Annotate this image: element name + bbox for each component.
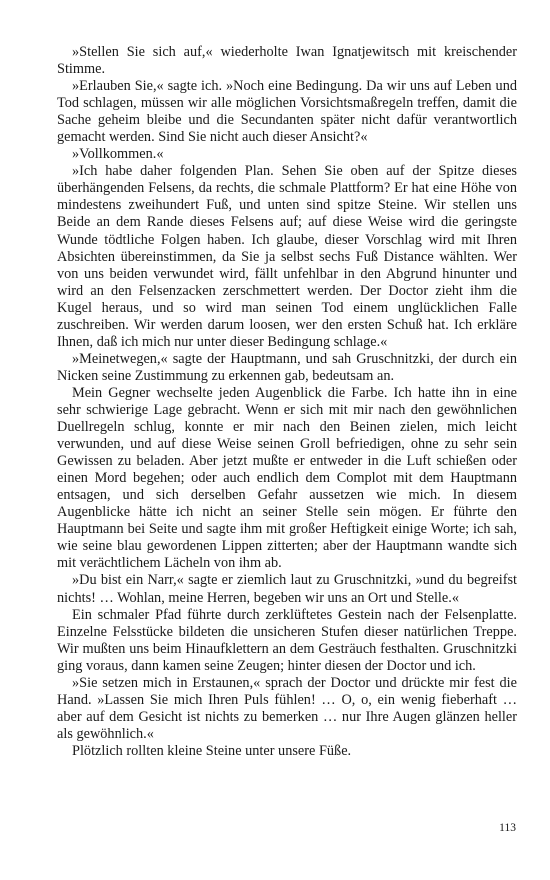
paragraph: »Erlauben Sie,« sagte ich. »Noch eine Bedingung. Da wir uns auf Leben und Tod schlagen, müssen wir alle möglichen Vorsichtsmaßregeln treffen, damit die Sache geheim bleibe und die Secundanten später nicht dafür verantwortlich gemacht werden. Sind Sie nicht auch dieser Ansicht?« xyxy=(57,78,517,146)
paragraph: »Stellen Sie sich auf,« wiederholte Iwan Ignatjewitsch mit kreischender Stimme. xyxy=(57,44,517,78)
paragraph: »Meinetwegen,« sagte der Hauptmann, und sah Gruschnitzki, der durch ein Nicken seine Zustimmung zu erkennen gab, bedeutsam an. xyxy=(57,350,517,384)
paragraph: Mein Gegner wechselte jeden Augenblick die Farbe. Ich hatte ihn in eine sehr schwierige Lage gebracht. Wenn er sich mit mir nach den gewöhnlichen Duellregeln schlug, konnte er mir nach den Beinen zielen, mich leicht verwunden, und auf diese Weise seinen Groll befriedigen, ohne zu sehr sein Gewissen zu beladen. Aber jetzt mußte er entweder in die Luft schießen oder einen Mord begehen; oder auch endlich dem Complot mit dem Hauptmann entsagen, und sich derselben Gefahr aussetzen wie mich. In diesem Augenblicke hätte ich nicht an seiner Stelle sein mögen. Er führte den Hauptmann bei Seite und sagte ihm mit großer Heftigkeit einige Worte; ich sah, wie seine blau gewordenen Lippen zitterten; aber der Hauptmann wandte sich mit verächtlichem Lächeln von ihm ab. xyxy=(57,384,517,572)
body-text xyxy=(57,44,517,760)
page-number: 113 xyxy=(499,822,516,834)
paragraph: »Ich habe daher folgenden Plan. Sehen Sie oben auf der Spitze dieses überhängenden Felsens, da rechts, die schmale Plattform? Er hat eine Höhe von mindestens zweihundert Fuß, und unten sind spitze Steine. Wir stellen uns Beide an dem Rande dieses Felsens auf; auf diese Weise wird die geringste Wunde tödtliche Folgen haben. Ich glaube, dieser Vorschlag wird mit Ihren Absichten übereinstimmen, da Sie ja selbst sechs Fuß Distance wählten. Wer von uns beiden verwundet wird, fällt unfehlbar in den Abgrund hinunter und wird an den Felsenzacken zerschmettert werden. Der Doctor zieht ihm die Kugel heraus, und so wird man seinen Tod einem unglücklichen Falle zuschreiben. Wir werden darum loosen, wer den ersten Schuß hat. Ich erkläre Ihnen, daß ich mich nur unter dieser Bedingung schlage.« xyxy=(57,163,517,350)
paragraph: »Vollkommen.« xyxy=(72,146,164,163)
paragraph: »Sie setzen mich in Erstaunen,« sprach der Doctor und drückte mir fest die Hand. »Lassen Sie mich Ihren Puls fühlen! … O, o, ein wenig fieberhaft … aber auf dem Gesicht ist nichts zu bemerken … nur Ihre Augen glänzen heller als gewöhnlich.« xyxy=(57,674,517,742)
paragraph: »Du bist ein Narr,« sagte er ziemlich laut zu Gruschnitzki, »und du begreifst nichts! … Wohlan, meine Herren, begeben wir uns an Ort und Stelle.« xyxy=(57,572,517,606)
paragraph: Ein schmaler Pfad führte durch zerklüftetes Gestein nach der Felsenplatte. Einzelne Felsstücke bildeten die unsicheren Stufen dieser natürlichen Treppe. Wir mußten uns beim Hinaufklettern an dem Gesträuch festhalten. Gruschnitzki ging voraus, dann kamen seine Zeugen; hinter diesen der Doctor und ich. xyxy=(57,606,517,674)
paragraph: Plötzlich rollten kleine Steine unter unsere Füße. xyxy=(72,742,352,759)
